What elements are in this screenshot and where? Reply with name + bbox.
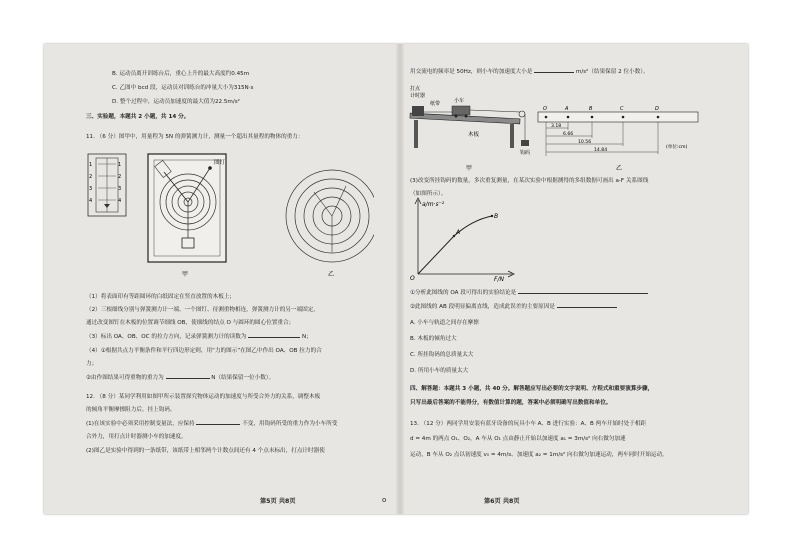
right-page-footer: 第6页 共8页 xyxy=(484,498,520,505)
tape-point-b: B xyxy=(589,106,593,112)
answer-blank-conclusion[interactable] xyxy=(518,293,648,294)
spring-scale xyxy=(88,154,126,216)
q11-figure xyxy=(84,148,374,286)
option-b: B. 运动员离开训练台后，重心上升的最大高度约0.45m xyxy=(112,71,250,77)
fig-label-jia-left: 甲 xyxy=(182,271,189,278)
section-3-heading: 三、实验题，本题共 2 小题，共 14 分。 xyxy=(86,114,190,120)
label-gouma: 钩码 xyxy=(520,150,531,156)
q11-step3 xyxy=(86,334,312,341)
label-tuding: 图钉 xyxy=(214,160,226,166)
scale-mark-1: 1 xyxy=(89,162,93,168)
section-4-heading-b: 只写出最后答案的不能得分，有数值计算的题，答案中必须明确写出数值和单位。 xyxy=(410,400,612,406)
q11-step3-unit: N； xyxy=(302,334,312,340)
q13-line2: d = 4m 的两点 O₁、O₂，A 车从 O₁ 点由静止开始以加速度 a₁ = 3m/s² 向右做匀加速 xyxy=(410,436,626,442)
fig-label-yi-right: 乙 xyxy=(616,165,623,172)
section-4-heading-a: 四、解答题：本题共 3 小题，共 40 分。解答题应写出必要的文字说明、方程式和重要演算步骤， xyxy=(410,386,654,392)
exam-photo xyxy=(44,44,748,514)
af-graph xyxy=(408,194,518,282)
fig-label-yi-left: 乙 xyxy=(328,271,335,278)
label-zhidai: 纸带 xyxy=(430,101,441,107)
graph-origin-label: O xyxy=(410,275,415,282)
q11-step4b: 力； xyxy=(86,361,98,367)
scale-mark-1r: 1 xyxy=(118,162,122,168)
graph-x-label: F/N xyxy=(494,276,504,282)
q12-part1-text2: 不变，用钩码所受的重力作为小车所受 xyxy=(242,421,338,427)
choice-c: C. 所挂钩码的总质量太大 xyxy=(410,352,474,358)
q12-part3d xyxy=(410,304,617,311)
q12-part3b: （如图所示）。 xyxy=(410,191,447,197)
q11-intro: 11. （6 分）图甲中，用量程为 5N 的弹簧测力计，测量一个超出其量程的物体的重力： xyxy=(86,134,304,140)
scale-mark-2: 2 xyxy=(89,174,93,180)
answer-blank-reason[interactable] xyxy=(557,307,617,308)
q11-step3-text: （3）标出 OA、OB、OC 的拉力方向，记录弹簧测力计的读数为 xyxy=(86,334,247,340)
answer-blank-constant[interactable] xyxy=(196,424,240,425)
tape-point-a: A xyxy=(565,106,569,112)
tape-yi xyxy=(538,106,698,156)
q12-frequency-unit: m/s²（结果保留 2 位小数）。 xyxy=(575,69,649,75)
q11-step4c xyxy=(86,375,274,382)
answer-blank-acceleration[interactable] xyxy=(534,72,574,73)
apparatus-jia xyxy=(410,85,530,156)
scale-mark-3: 3 xyxy=(89,186,93,192)
tape-dim-4: 14.84 xyxy=(594,148,608,153)
scale-mark-2r: 2 xyxy=(118,174,122,180)
scale-mark-4r: 4 xyxy=(118,198,122,204)
graph-y-label: a/m·s⁻² xyxy=(422,201,445,208)
choice-d: D. 所用小车的质量太大 xyxy=(410,368,469,374)
option-c: C. 乙图中 bcd 段，运动员对训练台的冲量大小为315N·s xyxy=(112,85,254,91)
right-page xyxy=(404,44,748,514)
label-jishiqi: 计时器 xyxy=(410,93,426,99)
answer-blank-gravity[interactable] xyxy=(166,378,210,379)
tape-point-d: D xyxy=(655,106,659,112)
tape-dim-1: 3.18 xyxy=(551,124,562,129)
tape-point-c: C xyxy=(620,106,624,112)
fig-label-jia-right: 甲 xyxy=(466,165,473,172)
scale-mark-4: 4 xyxy=(89,198,93,204)
q12-part3c-text: ①分析此图线的 OA 段可得出的实验结论是 xyxy=(410,290,517,296)
q12-part2: (2)图乙是实验中得到的一条纸带，该纸带上相邻两个计数点间还有 4 个点未标出，打点计时器使 xyxy=(86,448,325,454)
book-gutter xyxy=(396,44,404,514)
q12-intro-a: 12. （8 分）某同学利用如图甲所示装置探究物体运动的加速度与所受合外力的关系，调整木板 xyxy=(86,394,321,400)
graph-point-a-label: A xyxy=(456,229,461,236)
q12-part1c: 合外力，用打点计时器测小车的加速度。 xyxy=(86,434,187,440)
answer-blank-reading[interactable] xyxy=(248,337,300,338)
q13-line1: 13. （12 分）两同学用安装有蓝牙设备的玩具小车 A、B 进行实验：A、B 两车开始时处于相距 xyxy=(410,421,647,427)
choice-b: B. 木板的倾角过大 xyxy=(410,336,457,342)
label-dadian: 打点 xyxy=(410,86,421,92)
q11-step4c-text: ②由作图结果可得重物的重力为 xyxy=(86,375,164,381)
q12-intro-b: 的倾角平衡摩擦阻力后，挂上钩码。 xyxy=(86,407,176,413)
graph-point-a xyxy=(453,235,455,237)
tape-unit: (单位:cm) xyxy=(666,145,688,150)
q12-frequency-text: 用交流电的频率是 50Hz，则小车的加速度大小是 xyxy=(410,69,533,75)
q11-step1: （1）将表面印有等距圆环的白纸固定在竖直放置的木板上； xyxy=(86,294,235,300)
q11-step2a: （2）三根细线分别与弹簧测力计一端、一个图钉、待测重物相连，弹簧测力计的另一端固定， xyxy=(86,307,319,313)
q12-part1 xyxy=(86,421,337,428)
tape-point-o: O xyxy=(543,106,547,112)
graph-point-b xyxy=(491,215,493,217)
scale-mark-3r: 3 xyxy=(118,186,122,192)
left-page-footer: 第5页 共8页 xyxy=(260,498,296,505)
choice-a: A. 小车与轨道之间存在摩擦 xyxy=(410,320,479,326)
tape-dim-3: 10.56 xyxy=(578,140,592,145)
board-jia xyxy=(148,154,226,262)
q12-part3a: (3)改变所挂钩码的数量，多次重复测量，在某次实验中根据测得的多组数据可画出 a-F 关系图线 xyxy=(410,178,649,184)
circles-yi xyxy=(286,170,374,262)
q12-apparatus-figure xyxy=(408,80,708,172)
tape-dim-2: 6.66 xyxy=(563,132,574,137)
graph-point-b-label: B xyxy=(494,213,499,220)
left-page xyxy=(44,44,396,514)
q11-step4a: （4）①根据共点力平衡条件和平行四边形定则，用“力的图示”在图乙中作出 OA、OB 拉力的合 xyxy=(86,348,322,354)
option-d: D. 整个过程中，运动员加速度的最大值为22.5m/s² xyxy=(112,99,240,105)
q12-part3c xyxy=(410,290,648,297)
af-curve xyxy=(418,216,492,274)
q13-line3: 运动，B 车从 O₂ 点以初速度 v₀ = 4m/s、加速度 a₂ = 1m/s² 向右做匀加速运动，两车同时开始运动。 xyxy=(410,452,668,458)
page-hole-mark: o xyxy=(382,496,387,504)
q12-part3d-text: ②此图线的 AB 段明显偏离直线，造成此误差的主要原因是 xyxy=(410,304,555,310)
label-xiaoche: 小车 xyxy=(454,98,465,104)
q12-part1-text: (1)在该实验中必须采用控制变量法，应保持 xyxy=(86,421,195,427)
q11-step4c-unit: N（结果保留一位小数）。 xyxy=(211,375,275,381)
q12-frequency xyxy=(410,69,649,76)
q11-step2b: 通过改变图钉在木板的位置调节细线 OB，使细线的结点 O 与圆环的圆心位置重合； xyxy=(86,320,295,326)
label-muban: 木板 xyxy=(468,132,480,138)
